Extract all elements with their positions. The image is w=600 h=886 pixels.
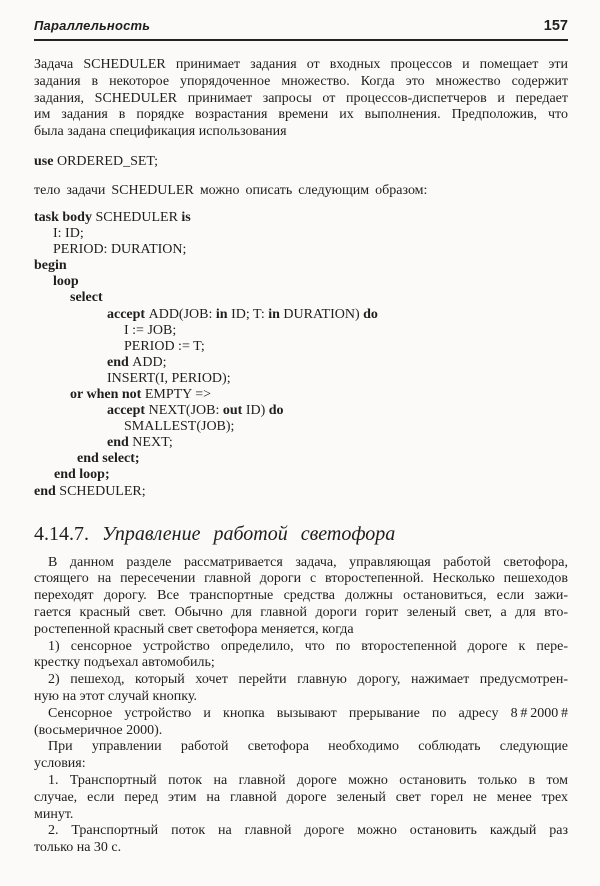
text-line: условия: bbox=[34, 756, 86, 772]
text-line: переходят дорогу. Все транспортные средства должны остановиться, если зажи- bbox=[34, 588, 568, 604]
keyword-segment: end loop; bbox=[54, 467, 110, 483]
text-line: стоящего на пересечении главной дороги с второстепенной. Несколько пешеходов bbox=[34, 571, 568, 587]
code-line bbox=[34, 451, 568, 467]
running-title: Параллельность bbox=[34, 18, 151, 33]
text-line: Сенсорное устройство и кнопка вызывают прерывание по адресу 8 # 2000 # bbox=[48, 705, 568, 721]
code-line bbox=[34, 210, 568, 226]
keyword-segment: end bbox=[107, 435, 133, 451]
keyword-segment: out bbox=[222, 403, 246, 419]
keyword-segment: task body bbox=[34, 209, 96, 225]
code-line bbox=[34, 484, 568, 500]
code-listing bbox=[34, 210, 568, 500]
code-segment: SCHEDULER bbox=[95, 209, 182, 225]
keyword-segment: is bbox=[181, 209, 191, 225]
code-line bbox=[34, 274, 568, 290]
code-line bbox=[34, 323, 568, 339]
text-line: им задания в порядке возрастания времени их выполнения. Предположив, что bbox=[34, 107, 568, 123]
code-line bbox=[34, 242, 568, 258]
keyword-segment: do bbox=[268, 403, 284, 419]
intro-paragraph bbox=[34, 57, 568, 141]
keyword-segment: use bbox=[34, 153, 57, 169]
section-heading bbox=[34, 522, 568, 547]
code-line bbox=[34, 435, 568, 451]
section-number: 4.14.7. bbox=[34, 522, 89, 545]
text-line: ростепенной красный свет светофора меняется, когда bbox=[34, 621, 354, 637]
code-segment: SMALLEST(JOB); bbox=[124, 419, 235, 435]
code-segment: ID; T: bbox=[231, 306, 269, 322]
paragraph bbox=[34, 739, 568, 773]
code-segment: DURATION) bbox=[283, 306, 364, 322]
keyword-segment: in bbox=[268, 306, 284, 322]
keyword-segment: end bbox=[107, 354, 133, 370]
paragraph bbox=[34, 823, 568, 857]
code-line bbox=[34, 387, 568, 403]
text-line: задания в некоторое упорядоченное множество. Когда это множество содержит bbox=[34, 73, 568, 89]
section-paragraphs bbox=[34, 555, 568, 857]
text-line: 1) сенсорное устройство определило, что по второстепенной дороге к пере- bbox=[48, 638, 568, 654]
use-clause bbox=[34, 153, 568, 170]
lead-in-line: тело задачи SCHEDULER можно описать следующим образом: bbox=[34, 182, 428, 198]
keyword-segment: select bbox=[70, 290, 103, 306]
code-line bbox=[34, 419, 568, 435]
paragraph bbox=[34, 706, 568, 740]
text-line: крестку подъехал автомобиль; bbox=[34, 655, 215, 671]
text-line: ную на этот случай кнопку. bbox=[34, 689, 197, 705]
code-segment: NEXT(JOB: bbox=[148, 403, 223, 419]
paragraph bbox=[34, 672, 568, 706]
code-line bbox=[34, 467, 568, 483]
code-segment: SCHEDULER; bbox=[59, 483, 146, 499]
text-line: гается красный свет. Обычно для главной дороги горит зеленый свет, а для вто- bbox=[34, 605, 568, 621]
page-number: 157 bbox=[543, 18, 568, 34]
text-line: При управлении работой светофора необходимо соблюдать следующие bbox=[48, 739, 568, 755]
code-line bbox=[34, 371, 568, 387]
code-segment: INSERT(I, PERIOD); bbox=[107, 370, 231, 386]
code-segment: I := JOB; bbox=[124, 322, 177, 338]
code-line bbox=[34, 290, 568, 306]
code-segment: ORDERED_SET; bbox=[56, 153, 159, 169]
keyword-segment: begin bbox=[34, 258, 67, 274]
text-line: 1. Транспортный поток на главной дороге можно остановить только в том bbox=[48, 773, 568, 789]
paragraph bbox=[34, 773, 568, 823]
code-segment: I: ID; bbox=[53, 226, 84, 242]
code-line bbox=[34, 258, 568, 274]
keyword-segment: in bbox=[215, 306, 232, 322]
keyword-segment: do bbox=[363, 306, 378, 322]
code-segment: PERIOD := T; bbox=[124, 338, 205, 354]
paragraph bbox=[34, 555, 568, 639]
keyword-segment: end select; bbox=[77, 451, 140, 467]
text-line: была задана спецификация использования bbox=[34, 124, 287, 140]
keyword-segment: loop bbox=[53, 274, 79, 290]
text-line: задания, SCHEDULER принимает запросы от процессов-диспетчеров и передает bbox=[34, 90, 568, 106]
code-line bbox=[34, 307, 568, 323]
code-segment: ADD; bbox=[132, 354, 167, 370]
code-segment: EMPTY => bbox=[144, 387, 212, 403]
text-line: (восьмеричное 2000). bbox=[34, 722, 163, 738]
text-line: минут. bbox=[34, 806, 74, 822]
text-line: 2. Транспортный поток на главной дороге можно остановить каждый раз bbox=[48, 823, 568, 839]
page-header bbox=[34, 18, 568, 41]
text-line: только на 30 с. bbox=[34, 840, 122, 856]
keyword-segment: or when not bbox=[70, 387, 145, 403]
keyword-segment: accept bbox=[107, 403, 149, 419]
keyword-segment: accept bbox=[107, 306, 149, 322]
code-segment: NEXT; bbox=[132, 435, 173, 451]
code-line bbox=[34, 355, 568, 371]
section-title: Управление работой светофора bbox=[102, 522, 396, 545]
text-line: случае, если перед этим на главной дороге зеленый свет горел не менее трех bbox=[34, 789, 568, 805]
code-line bbox=[34, 403, 568, 419]
text-line: В данном разделе рассматривается задача, управляющая работой светофора, bbox=[48, 554, 568, 570]
code-segment: ID) bbox=[245, 403, 269, 419]
code-segment: PERIOD: DURATION; bbox=[53, 242, 187, 258]
paragraph bbox=[34, 639, 568, 673]
code-line bbox=[34, 339, 568, 355]
text-line: Задача SCHEDULER принимает задания от входных процессов и помещает эти bbox=[34, 57, 568, 72]
code-line bbox=[34, 226, 568, 242]
text-line: 2) пешеход, который хочет перейти главную дорогу, нажимает предусмотрен- bbox=[48, 672, 568, 688]
code-segment: ADD(JOB: bbox=[148, 306, 216, 322]
keyword-segment: end bbox=[34, 483, 60, 499]
